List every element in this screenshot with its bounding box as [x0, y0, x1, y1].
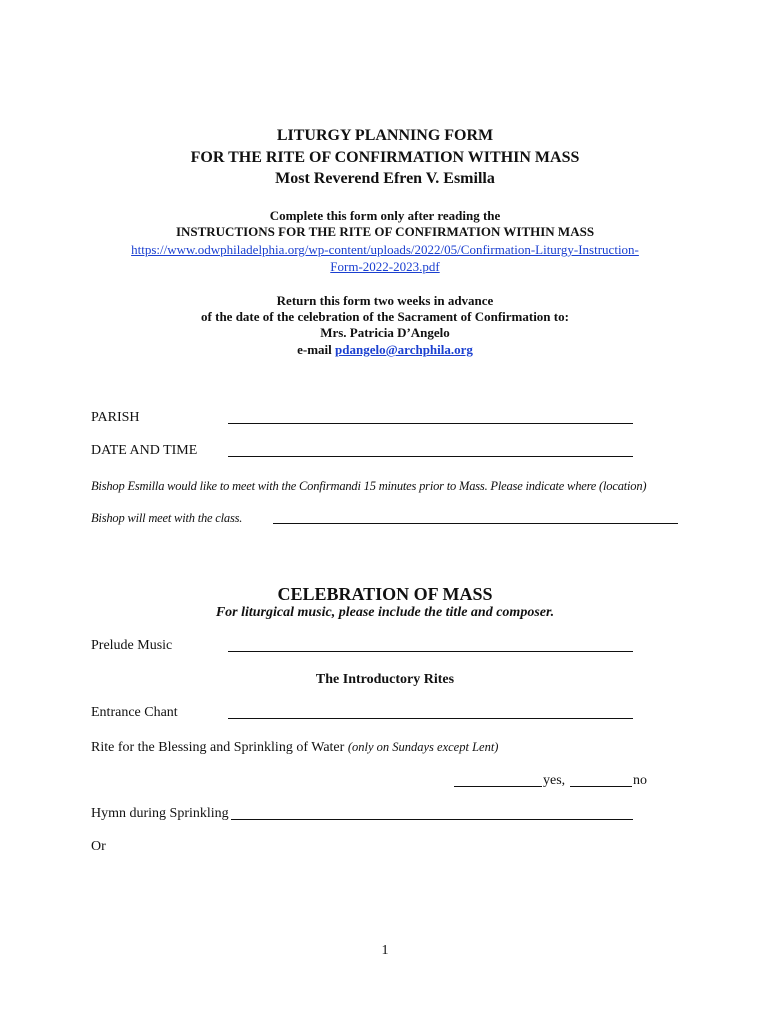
blessing-note: (only on Sundays except Lent) [347, 740, 499, 754]
return-line2: of the date of the celebration of the Sacrament of Confirmation to: [201, 309, 569, 324]
date-time-label: DATE AND TIME [91, 443, 198, 458]
contact-email-row [0, 342, 770, 358]
instructions-link-cont[interactable] [0, 258, 770, 276]
yes-field[interactable] [454, 786, 542, 787]
bishop-note: Bishop Esmilla would like to meet with the Confirmandi 15 minutes prior to Mass. Please indicate where (location) [91, 479, 647, 493]
instructions-intro: Complete this form only after reading the [269, 208, 501, 223]
celebration-subheading: For liturgical music, please include the title and composer. [215, 605, 555, 620]
bishop-name: Most Reverend Efren V. Esmilla [275, 170, 495, 187]
yes-label: yes, [543, 773, 566, 788]
return-line1: Return this form two weeks in advance [276, 293, 494, 308]
meeting-location-field[interactable] [273, 523, 678, 524]
form-subtitle: FOR THE RITE OF CONFIRMATION WITHIN MASS [190, 149, 580, 166]
parish-field[interactable] [228, 423, 633, 424]
entrance-field[interactable] [228, 718, 633, 719]
email-prefix: e-mail [297, 342, 335, 357]
instructions-url-line2[interactable]: Form-2022-2023.pdf [330, 259, 440, 274]
instructions-title: INSTRUCTIONS FOR THE RITE OF CONFIRMATION WITHIN MASS [175, 224, 595, 239]
form-title: LITURGY PLANNING FORM [276, 127, 494, 144]
hymn-field[interactable] [231, 819, 633, 820]
prelude-label: Prelude Music [91, 638, 173, 653]
prelude-field[interactable] [228, 651, 633, 652]
hymn-label: Hymn during Sprinkling [91, 806, 229, 821]
contact-email-link[interactable]: pdangelo@archphila.org [335, 342, 473, 357]
instructions-url-line1[interactable]: https://www.odwphiladelphia.org/wp-content/uploads/2022/05/Confirmation-Liturgy-Instruction- [131, 242, 639, 257]
blessing-label: Rite for the Blessing and Sprinkling of Water [91, 740, 348, 755]
entrance-label: Entrance Chant [91, 705, 178, 720]
page-number: 1 [381, 943, 389, 958]
blessing-row [91, 739, 498, 756]
contact-name: Mrs. Patricia D’Angelo [320, 325, 450, 340]
or-label: Or [91, 839, 106, 854]
introductory-rites-heading: The Introductory Rites [315, 672, 455, 687]
no-field[interactable] [570, 786, 632, 787]
instructions-link[interactable] [0, 241, 770, 259]
celebration-heading: CELEBRATION OF MASS [277, 584, 493, 604]
parish-label: PARISH [91, 410, 140, 425]
date-time-field[interactable] [228, 456, 633, 457]
bishop-meet-label: Bishop will meet with the class. [91, 511, 243, 525]
no-label: no [633, 773, 647, 788]
